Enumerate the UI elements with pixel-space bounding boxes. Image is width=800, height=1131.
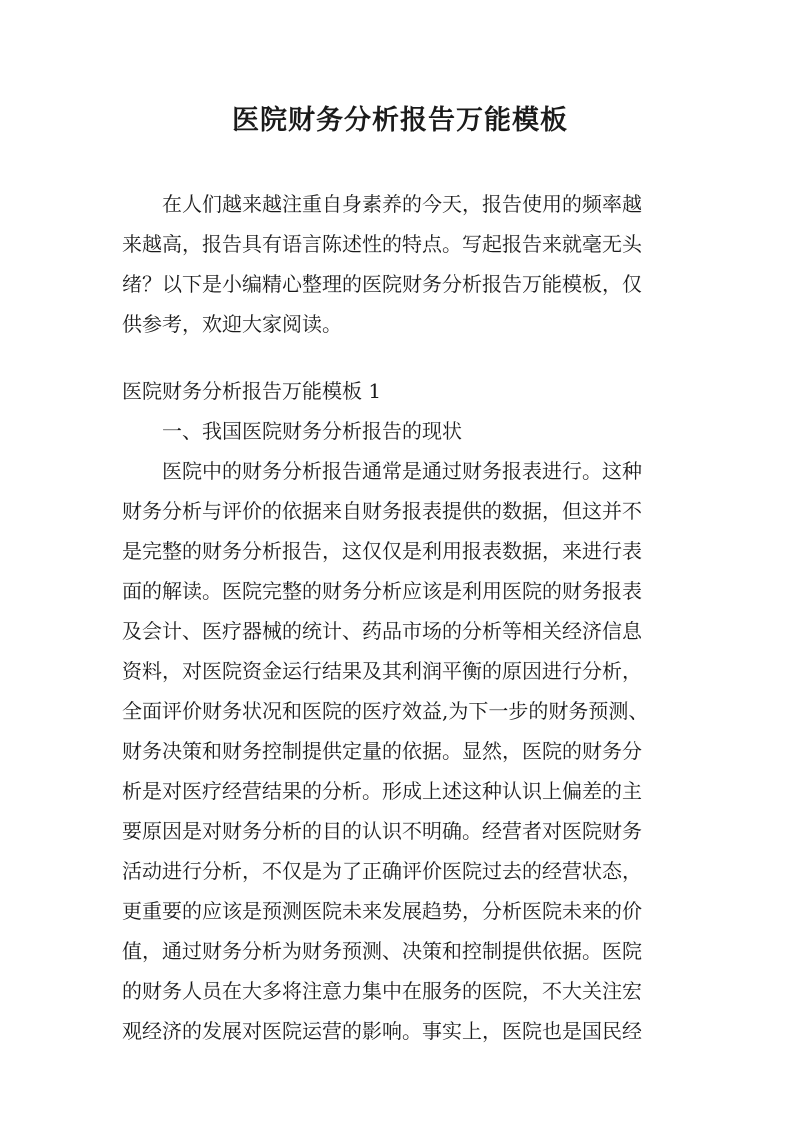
intro-line: 来越高，报告具有语言陈述性的特点。写起报告来就毫无头 bbox=[122, 232, 642, 256]
intro-line: 绪？以下是小编精心整理的医院财务分析报告万能模板，仅 bbox=[122, 272, 642, 296]
body-line: 财务分析与评价的依据来自财务报表提供的数据，但这并不 bbox=[122, 499, 642, 523]
body-line: 的财务人员在大多将注意力集中在服务的医院，不大关注宏 bbox=[122, 979, 642, 1003]
body-line: 全面评价财务状况和医院的医疗效益,为下一步的财务预测、 bbox=[122, 699, 649, 723]
body-line: 值，通过财务分析为财务预测、决策和控制提供依据。医院 bbox=[122, 939, 642, 963]
body-line: 医院中的财务分析报告通常是通过财务报表进行。这种 bbox=[162, 459, 642, 483]
body-line: 是完整的财务分析报告，这仅仅是利用报表数据，来进行表 bbox=[122, 539, 642, 563]
intro-line: 在人们越来越注重自身素养的今天，报告使用的频率越 bbox=[162, 192, 642, 216]
section-title: 医院财务分析报告万能模板 1 bbox=[122, 379, 382, 403]
body-line: 析是对医疗经营结果的分析。形成上述这种认识上偏差的主 bbox=[122, 779, 642, 803]
document-title: 医院财务分析报告万能模板 bbox=[232, 105, 568, 136]
body-line: 面的解读。医院完整的财务分析应该是利用医院的财务报表 bbox=[122, 579, 642, 603]
body-line: 要原因是对财务分析的目的认识不明确。经营者对医院财务 bbox=[122, 819, 642, 843]
body-line: 活动进行分析，不仅是为了正确评价医院过去的经营状态， bbox=[122, 859, 642, 883]
body-line: 资料，对医院资金运行结果及其利润平衡的原因进行分析， bbox=[122, 659, 642, 683]
body-line: 观经济的发展对医院运营的影响。事实上，医院也是国民经 bbox=[122, 1019, 642, 1043]
intro-line: 供参考，欢迎大家阅读。 bbox=[122, 312, 342, 336]
body-line: 财务决策和财务控制提供定量的依据。显然，医院的财务分 bbox=[122, 739, 642, 763]
body-line: 更重要的应该是预测医院未来发展趋势，分析医院未来的价 bbox=[122, 899, 642, 923]
body-line: 及会计、医疗器械的统计、药品市场的分析等相关经济信息 bbox=[122, 619, 642, 643]
subheading: 一、我国医院财务分析报告的现状 bbox=[162, 419, 462, 443]
